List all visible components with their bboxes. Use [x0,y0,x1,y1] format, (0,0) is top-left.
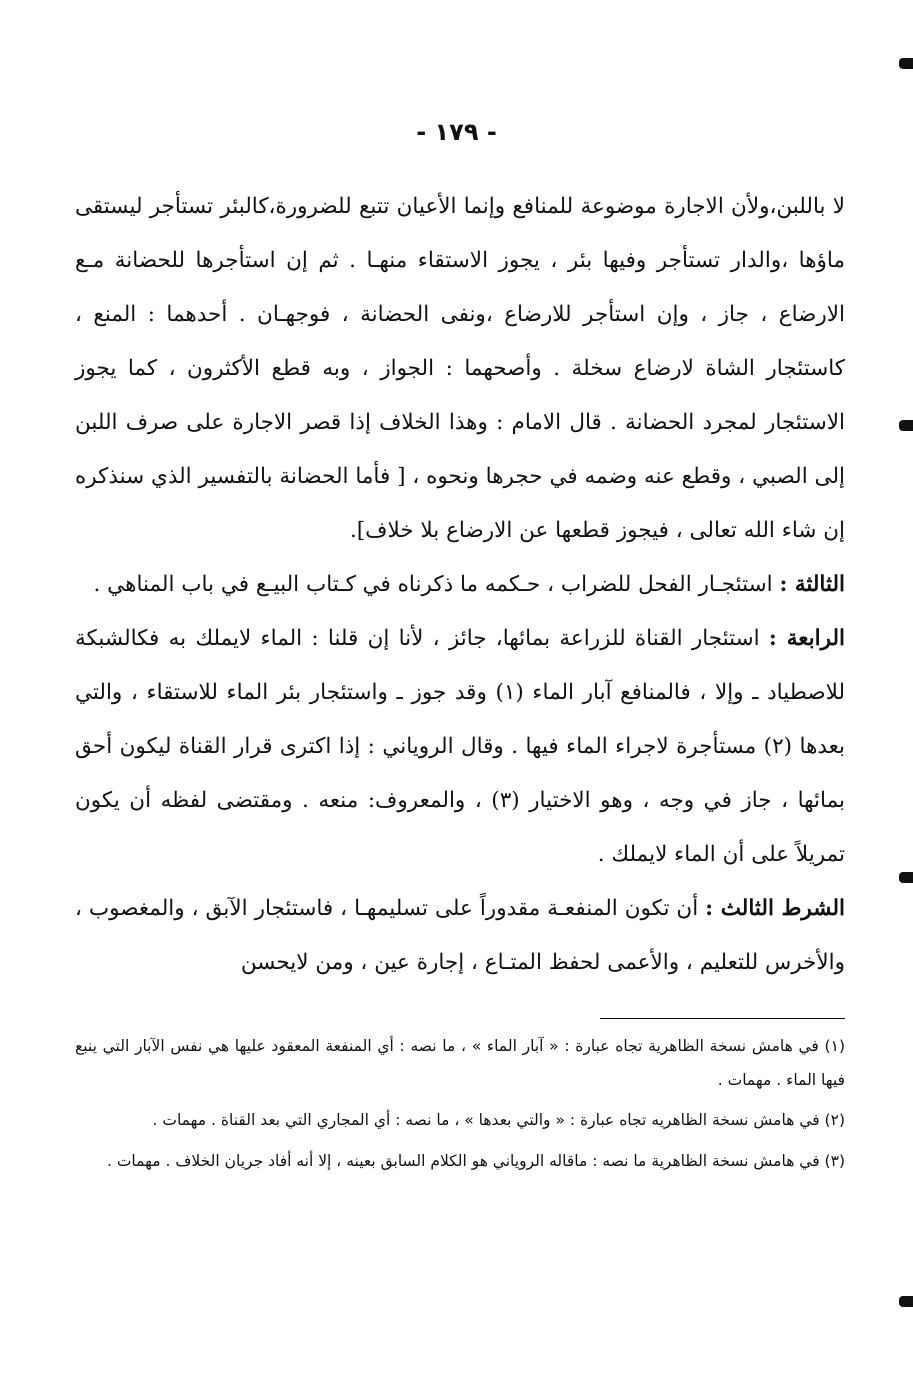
page-number: - ١٧٩ - [416,118,497,146]
footnote-1: (١) في هامش نسخة الظاهرية تجاه عبارة : « آبار الماء » ، ما نصه : أي المنفعة المعقود عليها هي نفس الآبار التي ينبع فيها الماء . مهمات . [75,1037,845,1089]
paragraph-2-text: استئجـار الفحل للضراب ، حـكمه ما ذكرناه في كـتاب البيـع في باب المناهي . [93,572,780,597]
paragraph-1: لا باللبن،ولأن الاجارة موضوعة للمنافع وإنما الأعيان تتبع للضرورة،كالبئر تستأجر ليستقى ماؤها ،والدار تستأجر وفيها بئر ، يجوز الاستقاء منهـا . ثم إن استأجرها للحضانة مـع الارضاع ، جاز ، وإن استأجر للارضاع ،ونفى الحضانة ، فوجهـان . أحدهما : المنع ، كاستئجار الشاة لارضاع سخلة . وأصحهما : الجواز ، وبه قطع الأكثرون ، كما يجوز الاستئجار لمجرد الحضانة . قال الامام : وهذا الخلاف إذا قصر الاجارة على صرف اللبن إلى الصبي ، وقطع عنه وضمه في حجرها ونحوه ، [ فأما الحضانة بالتفسير الذي سنذكره إن شاء الله تعالى ، فيجوز قطعها عن الارضاع بلا خلاف]. [75,194,845,543]
paragraph-3 [75,612,845,882]
paragraph-2 [75,558,845,612]
paragraph-2-heading: الثالثة : [779,572,845,597]
paragraph-4-heading: الشرط الثالث : [705,896,845,921]
footnote-3: (٣) في هامش نسخة الظاهرية ما نصه : ماقاله الروياني هو الكلام السابق بعينه ، إلا أنه أفاد جريان الخلاف . مهمات . [106,1151,845,1170]
binding-mark [899,872,913,883]
footnote-2: (٢) في هامش نسخة الظاهريه تجاه عبارة : « والتي بعدها » ، ما نصه : أي المجاري التي بعد القناة . مهمات . [152,1111,845,1129]
paragraph-3-heading: الرابعة : [768,626,845,651]
paragraph-4 [75,882,845,990]
binding-mark [899,420,913,431]
main-text [75,180,845,990]
binding-mark [899,58,913,69]
paragraph-3-text: استئجار القناة للزراعة بمائها، جائز ، لأنا إن قلنا : الماء لايملك به فكالشبكة للاصطياد ـ وإلا ، فالمنافع آبار الماء (١) وقد جوز ـ واستئجار بئر الماء للاستقاء ، والتي بعدها (٢) مستأجرة لاجراء الماء فيها . وقال الروياني : إذا اكترى قرار القناة ليكون أحق بمائها ، جاز في وجه ، وهو الاختيار (٣) ، والمعروف: منعه . ومقتضى لفظه أن يكون تمريلاً على أن الماء لايملك . [75,626,845,867]
footnote-divider [600,1018,845,1019]
binding-mark [899,1296,913,1307]
footnotes [75,1030,845,1185]
paragraph-4-text: أن تكون المنفعـة مقدوراً على تسليمهـا ، فاستئجار الآبق ، والمغصوب ، والأخرس للتعليم ، والأعمى لحفظ المتـاع ، إجارة عين ، ومن لايحسن [75,896,845,975]
